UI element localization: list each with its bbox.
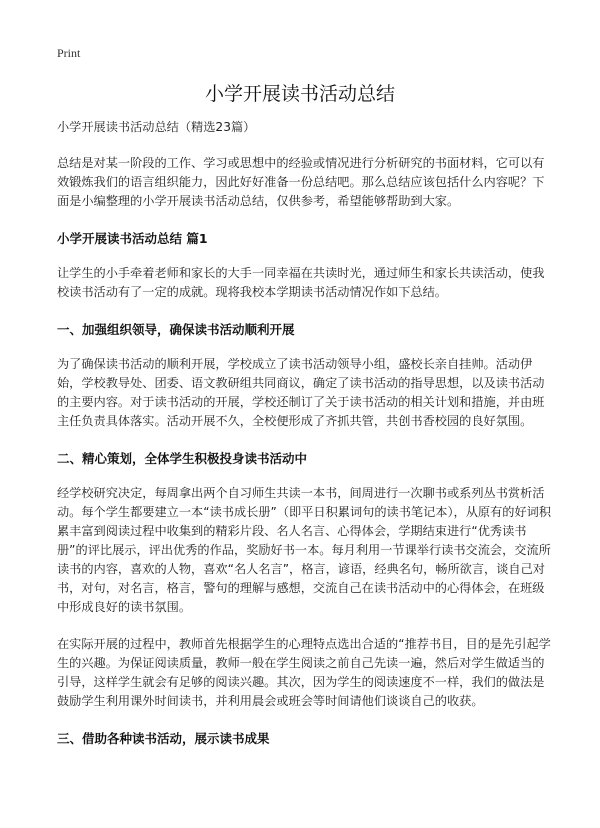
section-heading-2: 二、精心策划，全体学生积极投身读书活动中 [57, 451, 308, 466]
section-2-paragraph-1: 经学校研究决定，每周拿出两个自习师生共读一本书，间周进行一次聊书或系列丛书赏析活动。每个学生都要建立一本“读书成长册”（即平日积累词句的读书笔记本），从原有的好词积累丰富到阅读过程中收集到的精彩片段、名人名言、心得体会，学期结束进行“优秀读书册”的评比展示，评出优秀的作品，奖励好书一本。每月利用一节课举行读书交流会，交流所读书的内容，喜欢的人物，喜欢“名人名言”，格言，谚语，经典名句，畅所欲言，谈自己对书，对句，对名言，格言，警句的理解与感想，交流自己在读书活动中的心得体会，在班级中形成良好的读书氛围。 [57, 486, 552, 614]
print-link[interactable]: Print [57, 46, 81, 60]
section-heading-3: 三、借助各种读书活动，展示读书成果 [57, 731, 270, 746]
article-intro-paragraph: 让学生的小手牵着老师和家长的大手一同幸福在共读时光，通过师生和家长共读活动，使我校读书活动有了一定的成就。现将我校本学期读书活动情况作如下总结。 [57, 266, 545, 299]
article-body [57, 118, 556, 764]
section-1-paragraph-1: 为了确保读书活动的顺利开展，学校成立了读书活动领导小组，盛校长亲自挂帅。活动伊始，学校教导处、团委、语文教研组共同商议，确定了读书活动的指导思想，以及读书活动的主要内容。对于读书活动的开展，学校还制订了关于读书活动的相关计划和措施，并由班主任负责具体落实。活动开展不久，全校便形成了齐抓共管，共创书香校园的良好氛围。 [57, 357, 545, 428]
intro-paragraph: 总结是对某一阶段的工作、学习或思想中的经验或情况进行分析研究的书面材料，它可以有效锻炼我们的语言组织能力，因此好好准备一份总结吧。那么总结应该包括什么内容呢？下面是小编整理的小学开展读书活动总结，仅供参考，希望能够帮助到大家。 [57, 156, 545, 208]
article-heading: 小学开展读书活动总结 篇1 [57, 231, 208, 246]
section-heading-1: 一、加强组织领导，确保读书活动顺利开展 [57, 322, 295, 337]
section-2-paragraph-2: 在实际开展的过程中，教师首先根据学生的心理特点选出合适的“推荐书目，目的是先引起学生的兴趣。为保证阅读质量，教师一般在学生阅读之前自己先读一遍，然后对学生做适当的引导，这样学生就会有足够的阅读兴趣。其次，因为学生的阅读速度不一样，我们的做法是鼓励学生利用课外时间读书，并利用晨会或班会等时间请他们谈谈自己的收获。 [57, 637, 551, 708]
document-subtitle: 小学开展读书活动总结（精选23篇） [57, 120, 256, 134]
page-title: 小学开展读书活动总结 [204, 83, 395, 105]
